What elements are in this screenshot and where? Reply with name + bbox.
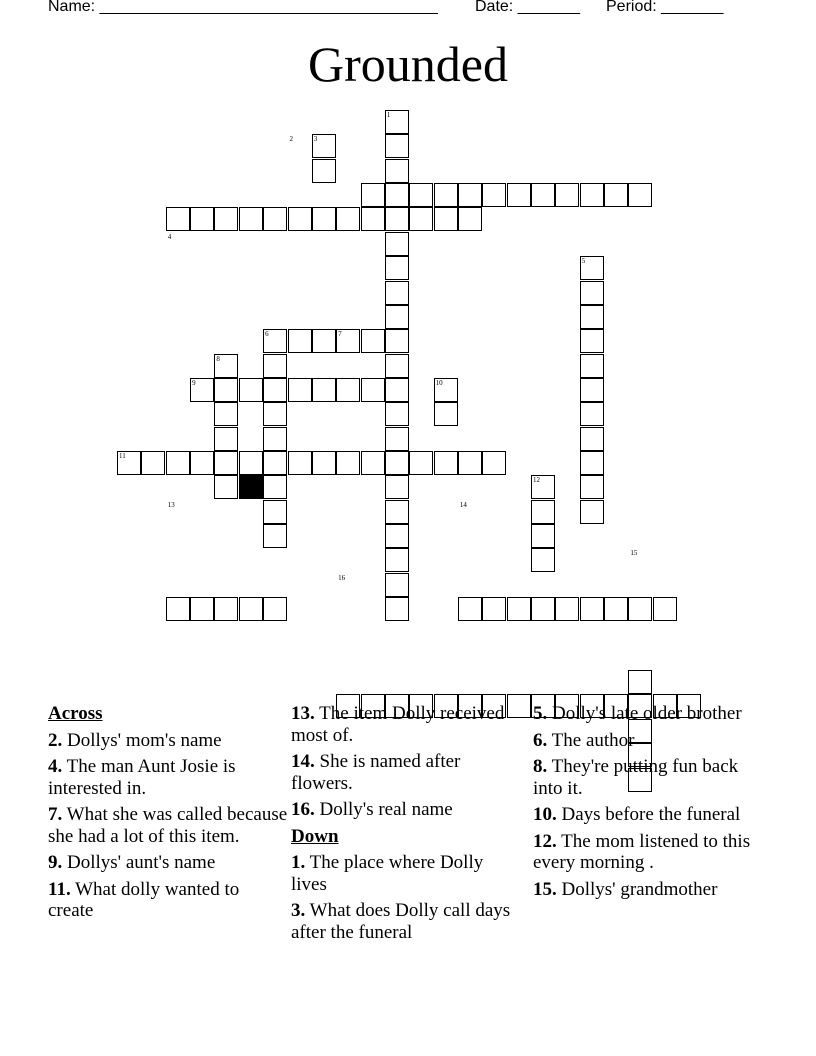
- grid-cell[interactable]: [263, 500, 287, 524]
- grid-cell[interactable]: [385, 378, 409, 402]
- grid-cell[interactable]: [385, 427, 409, 451]
- grid-cell[interactable]: [385, 329, 409, 353]
- grid-cell[interactable]: [580, 329, 604, 353]
- grid-cell[interactable]: [361, 451, 385, 475]
- clue-number-13: 13: [167, 500, 175, 509]
- grid-cell[interactable]: [336, 378, 360, 402]
- grid-cell[interactable]: [385, 256, 409, 280]
- grid-cell[interactable]: [312, 159, 336, 183]
- grid-cell[interactable]: [312, 378, 336, 402]
- clue-column-2: [291, 703, 523, 948]
- clue-down-15: 15. Dollys' grandmother: [533, 878, 718, 900]
- grid-cell[interactable]: [628, 597, 652, 621]
- grid-cell[interactable]: [385, 159, 409, 183]
- grid-cell[interactable]: [507, 597, 531, 621]
- grid-cell[interactable]: [458, 597, 482, 621]
- grid-cell[interactable]: [531, 183, 555, 207]
- grid-cell[interactable]: [263, 451, 287, 475]
- grid-cell[interactable]: [239, 378, 263, 402]
- clue-number-3: 3: [313, 135, 318, 144]
- across-heading: Across: [48, 703, 103, 724]
- clue-down-6: 6. The author: [533, 729, 635, 751]
- grid-cell[interactable]: [288, 207, 312, 231]
- grid-cell[interactable]: [190, 207, 214, 231]
- date-field[interactable]: Date: _______: [475, 0, 580, 15]
- down-heading: Down: [291, 825, 339, 847]
- clue-down-10: 10. Days before the funeral: [533, 804, 741, 825]
- grid-cell[interactable]: [336, 451, 360, 475]
- clue-across-16: 16. Dolly's real name: [291, 799, 453, 820]
- grid-cell[interactable]: [385, 402, 409, 426]
- grid-cell[interactable]: [434, 207, 458, 231]
- grid-cell[interactable]: [312, 451, 336, 475]
- grid-cell[interactable]: [166, 207, 190, 231]
- grid-cell[interactable]: [385, 500, 409, 524]
- grid-cell[interactable]: [263, 378, 287, 402]
- grid-cell[interactable]: [312, 207, 336, 231]
- grid-cell[interactable]: [628, 670, 652, 694]
- grid-cell[interactable]: [361, 329, 385, 353]
- grid-cell[interactable]: [263, 207, 287, 231]
- grid-cell[interactable]: [653, 597, 677, 621]
- grid-cell[interactable]: [580, 451, 604, 475]
- grid-cell[interactable]: [288, 451, 312, 475]
- grid-cell[interactable]: [555, 183, 579, 207]
- grid-cell[interactable]: [409, 451, 433, 475]
- clue-number-11: 11: [119, 451, 126, 460]
- grid-cell[interactable]: [385, 573, 409, 597]
- grid-cell[interactable]: [214, 597, 238, 621]
- clue-number-6: 6: [265, 330, 269, 339]
- grid-cell[interactable]: [555, 597, 579, 621]
- clue-across-2: 2. Dollys' mom's name: [48, 729, 222, 751]
- clue-number-2: 2: [289, 135, 293, 144]
- grid-cell[interactable]: [580, 281, 604, 305]
- period-field[interactable]: Period: _______: [606, 0, 724, 15]
- grid-cell[interactable]: [263, 597, 287, 621]
- grid-cell[interactable]: [141, 451, 165, 475]
- grid-cell[interactable]: [385, 207, 409, 231]
- grid-cell[interactable]: [385, 354, 409, 378]
- grid-cell[interactable]: [263, 524, 287, 548]
- grid-cell[interactable]: [580, 402, 604, 426]
- grid-cell[interactable]: [434, 183, 458, 207]
- clue-number-5: 5: [581, 257, 586, 266]
- grid-cell[interactable]: [263, 475, 287, 499]
- grid-cell[interactable]: [190, 451, 214, 475]
- grid-cell[interactable]: [385, 305, 409, 329]
- grid-cell[interactable]: [580, 597, 604, 621]
- grid-cell[interactable]: [239, 207, 263, 231]
- grid-cell[interactable]: [580, 183, 604, 207]
- clue-down-1: 1. The place where Dolly lives: [291, 852, 484, 895]
- clue-column-3: [533, 703, 768, 905]
- grid-cell[interactable]: [580, 500, 604, 524]
- grid-cell[interactable]: [190, 597, 214, 621]
- grid-cell[interactable]: [361, 378, 385, 402]
- grid-cell[interactable]: [312, 329, 336, 353]
- clue-across-7: 7. What she was called because she had a lot of this item.: [48, 804, 288, 847]
- clue-down-8: 8. They're putting fun back into it.: [533, 756, 739, 799]
- clue-number-7: 7: [338, 330, 342, 339]
- grid-cell[interactable]: [361, 207, 385, 231]
- black-square: [239, 475, 263, 499]
- grid-cell[interactable]: [288, 329, 312, 353]
- clue-across-4: 4. The man Aunt Josie is interested in.: [48, 756, 236, 799]
- clue-down-12: 12. The mom listened to this every morning .: [533, 830, 751, 873]
- grid-cell[interactable]: [604, 183, 628, 207]
- clue-number-1: 1: [386, 111, 391, 119]
- grid-cell[interactable]: [214, 451, 238, 475]
- grid-cell[interactable]: [580, 475, 604, 499]
- grid-cell[interactable]: [580, 354, 604, 378]
- clue-across-13: 13. The item Dolly received most of.: [291, 703, 505, 746]
- grid-cell[interactable]: [507, 183, 531, 207]
- grid-cell[interactable]: [385, 475, 409, 499]
- grid-cell[interactable]: [214, 475, 238, 499]
- grid-cell[interactable]: [214, 207, 238, 231]
- grid-cell[interactable]: [482, 183, 506, 207]
- name-field[interactable]: Name: ______________________________________: [48, 0, 438, 15]
- grid-cell[interactable]: [604, 597, 628, 621]
- grid-cell[interactable]: [263, 427, 287, 451]
- grid-cell[interactable]: [385, 548, 409, 572]
- grid-cell[interactable]: [458, 451, 482, 475]
- grid-cell[interactable]: [214, 402, 238, 426]
- grid-cell[interactable]: [385, 281, 409, 305]
- clue-across-14: 14. She is named after flowers.: [291, 751, 461, 794]
- grid-cell[interactable]: [214, 378, 238, 402]
- clue-down-3: 3. What does Dolly call days after the funeral: [291, 900, 511, 943]
- grid-cell[interactable]: [458, 183, 482, 207]
- clue-across-11: 11. What dolly wanted to create: [48, 878, 240, 921]
- grid-cell[interactable]: [385, 524, 409, 548]
- grid-cell[interactable]: [263, 402, 287, 426]
- grid-cell[interactable]: [531, 500, 555, 524]
- grid-cell[interactable]: [239, 597, 263, 621]
- grid-cell[interactable]: [580, 378, 604, 402]
- page-title: Grounded: [308, 36, 508, 92]
- clue-number-15: 15: [630, 549, 638, 558]
- grid-cell[interactable]: [409, 183, 433, 207]
- grid-cell[interactable]: [361, 183, 385, 207]
- grid-cell[interactable]: [385, 183, 409, 207]
- grid-cell[interactable]: [385, 597, 409, 621]
- clue-number-4: 4: [167, 232, 172, 241]
- grid-cell[interactable]: [580, 427, 604, 451]
- grid-cell[interactable]: [288, 378, 312, 402]
- grid-cell[interactable]: [263, 354, 287, 378]
- grid-cell[interactable]: [409, 207, 433, 231]
- grid-cell[interactable]: [385, 451, 409, 475]
- clue-number-8: 8: [216, 354, 220, 363]
- grid-cell[interactable]: [336, 207, 360, 231]
- grid-cell[interactable]: [434, 402, 458, 426]
- grid-cell[interactable]: [482, 451, 506, 475]
- clue-number-14: 14: [459, 500, 467, 509]
- grid-cell[interactable]: [531, 548, 555, 572]
- grid-cell[interactable]: [531, 597, 555, 621]
- grid-cell[interactable]: [434, 451, 458, 475]
- grid-cell[interactable]: [531, 524, 555, 548]
- grid-cell[interactable]: [458, 207, 482, 231]
- grid-cell[interactable]: [214, 427, 238, 451]
- clue-across-9: 9. Dollys' aunt's name: [48, 852, 216, 873]
- grid-cell[interactable]: [385, 232, 409, 256]
- grid-cell[interactable]: [482, 597, 506, 621]
- grid-cell[interactable]: [628, 183, 652, 207]
- clue-down-5: 5. Dolly's late older brother: [533, 703, 742, 724]
- grid-cell[interactable]: [166, 451, 190, 475]
- clue-number-16: 16: [338, 573, 346, 582]
- clue-number-12: 12: [533, 476, 540, 485]
- grid-cell[interactable]: [580, 305, 604, 329]
- grid-cell[interactable]: [166, 597, 190, 621]
- clue-column-1: [48, 703, 288, 927]
- grid-cell[interactable]: [385, 134, 409, 158]
- clue-number-9: 9: [192, 378, 196, 387]
- clue-number-10: 10: [435, 378, 443, 387]
- grid-cell[interactable]: [239, 451, 263, 475]
